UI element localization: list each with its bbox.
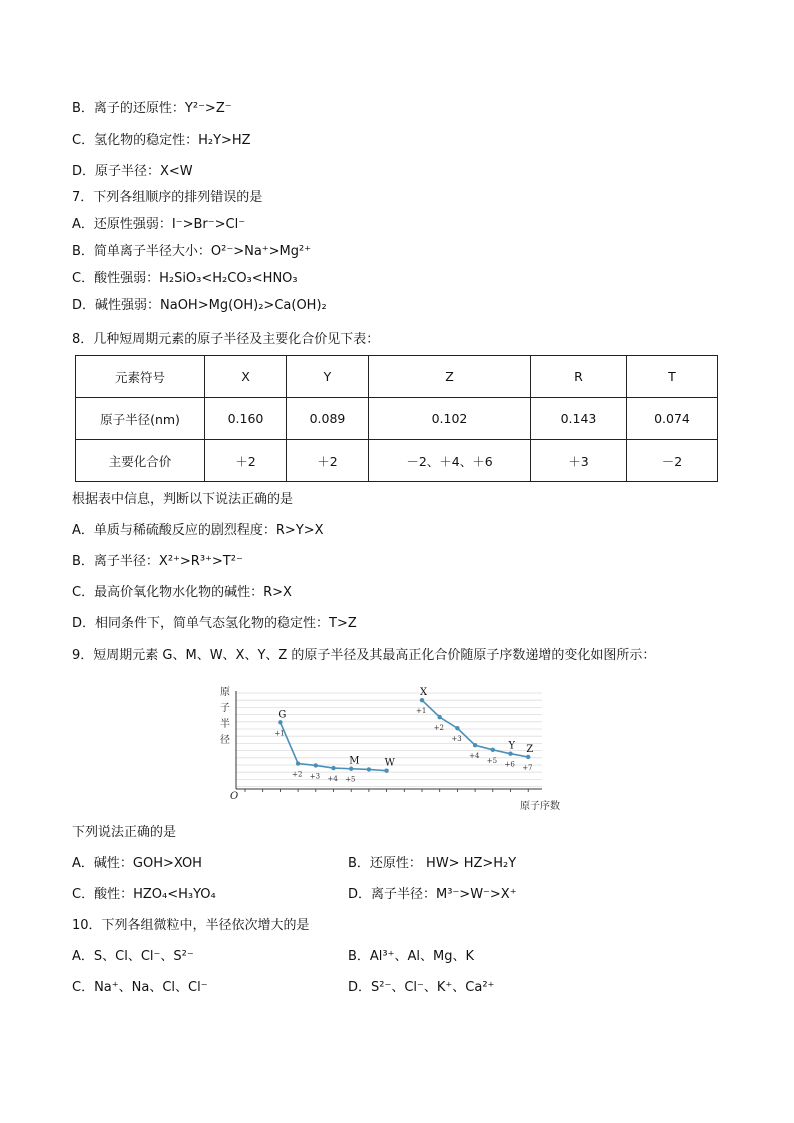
q7-stem: 7．下列各组顺序的排列错误的是	[72, 190, 263, 205]
valence-label: +1	[274, 729, 285, 738]
valence-label: +1	[416, 707, 427, 716]
element-label: X	[420, 687, 428, 699]
y-axis-label-char: 子	[220, 703, 230, 714]
q10-option-b: B．Al³⁺、Al、Mg、K	[348, 949, 474, 964]
element-label: W	[384, 757, 395, 769]
table-cell: ＋3	[531, 440, 627, 482]
q6-option-d: D．原子半径：X<W	[72, 164, 193, 179]
q8-stem: 8．几种短周期元素的原子半径及主要化合价见下表：	[72, 332, 380, 347]
valence-label: +3	[451, 735, 462, 744]
q8-option-a: A．单质与稀硫酸反应的剧烈程度：R>Y>X	[72, 523, 324, 538]
table-row	[76, 440, 718, 482]
q8-option-b: B．离子半径：X²⁺>R³⁺>T²⁻	[72, 554, 243, 569]
table-cell: 原子半径(nm)	[76, 398, 205, 440]
table-row	[76, 398, 718, 440]
element-label: M	[349, 755, 360, 767]
table-cell: ＋2	[287, 440, 369, 482]
element-label: Z	[526, 743, 534, 755]
data-point	[314, 763, 318, 767]
q7-option-d: D．碱性强弱：NaOH>Mg(OH)₂>Ca(OH)₂	[72, 298, 327, 313]
q9-option-a: A．碱性：GOH>XOH	[72, 856, 202, 871]
data-point	[331, 766, 335, 770]
table-row	[76, 356, 718, 398]
table-cell: Y	[287, 356, 369, 398]
valence-label: +2	[292, 770, 303, 779]
table-cell: X	[205, 356, 287, 398]
data-point	[296, 761, 300, 765]
table-cell: －2、＋4、＋6	[369, 440, 531, 482]
data-point	[367, 767, 371, 771]
q10-option-a: A．S、Cl、Cl⁻、S²⁻	[72, 949, 194, 964]
chart-grid	[236, 693, 542, 787]
q8-option-d: D．相同条件下，简单气态氢化物的稳定性：T>Z	[72, 616, 357, 631]
data-point	[278, 720, 282, 724]
q7-option-c: C．酸性强弱：H₂SiO₃<H₂CO₃<HNO₃	[72, 271, 298, 286]
y-axis-label-char: 半	[220, 719, 230, 730]
element-label: G	[278, 709, 287, 721]
q9-stem: 9．短周期元素 G、M、W、X、Y、Z 的原子半径及其最高正化合价随原子序数递增的变化如图所示：	[72, 648, 656, 663]
table-cell: ＋2	[205, 440, 287, 482]
table-cell: 0.074	[627, 398, 718, 440]
table-cell: 主要化合价	[76, 440, 205, 482]
data-point	[438, 715, 442, 719]
q6-option-c: C．氢化物的稳定性：H₂Y>HZ	[72, 133, 251, 148]
data-point	[491, 748, 495, 752]
valence-label: +4	[327, 775, 338, 784]
data-point	[384, 769, 388, 773]
table-cell: 0.089	[287, 398, 369, 440]
q10-option-c: C．Na⁺、Na、Cl、Cl⁻	[72, 980, 208, 995]
y-axis-label-char: 径	[220, 735, 230, 746]
valence-label: +7	[522, 763, 533, 772]
element-label: Y	[508, 740, 516, 752]
table-cell: 0.102	[369, 398, 531, 440]
q8-option-c: C．最高价氧化物水化物的碱性：R>X	[72, 585, 292, 600]
q9-lead: 下列说法正确的是	[72, 825, 177, 840]
data-point	[508, 752, 512, 756]
table-cell: Z	[369, 356, 531, 398]
data-point	[526, 755, 530, 759]
table-cell: R	[531, 356, 627, 398]
y-axis-label-char: 原	[220, 687, 230, 698]
q9-option-d: D．离子半径：M³⁻>W⁻>X⁺	[348, 887, 517, 902]
data-point	[455, 726, 459, 730]
valence-label: +2	[433, 724, 445, 733]
valence-label: +5	[345, 775, 356, 784]
valence-label: +5	[486, 756, 498, 765]
x-axis-label: 原子序数	[520, 801, 560, 812]
table-cell: 元素符号	[76, 356, 205, 398]
q9-option-c: C．酸性：HZO₄<H₃YO₄	[72, 887, 216, 902]
origin-label: O	[230, 791, 239, 802]
radius-chart	[212, 683, 582, 813]
q10-stem: 10．下列各组微粒中，半径依次增大的是	[72, 918, 310, 933]
data-point	[473, 743, 477, 747]
q6-option-b: B．离子的还原性：Y²⁻>Z⁻	[72, 101, 232, 116]
table-cell: 0.160	[205, 398, 287, 440]
valence-label: +3	[309, 772, 321, 781]
q9-option-b: B．还原性： HW> HZ>H₂Y	[348, 856, 517, 871]
valence-label: +4	[469, 752, 480, 761]
element-table	[75, 355, 718, 482]
chart-series	[274, 687, 533, 784]
table-cell: 0.143	[531, 398, 627, 440]
q7-option-a: A．还原性强弱：I⁻>Br⁻>Cl⁻	[72, 217, 246, 232]
q7-option-b: B．简单离子半径大小：O²⁻>Na⁺>Mg²⁺	[72, 244, 312, 259]
data-point	[349, 767, 353, 771]
data-point	[420, 698, 424, 702]
q10-option-d: D．S²⁻、Cl⁻、K⁺、Ca²⁺	[348, 980, 495, 995]
table-cell: －2	[627, 440, 718, 482]
valence-label: +6	[504, 760, 515, 769]
table-cell: T	[627, 356, 718, 398]
q8-lead: 根据表中信息，判断以下说法正确的是	[72, 492, 294, 507]
